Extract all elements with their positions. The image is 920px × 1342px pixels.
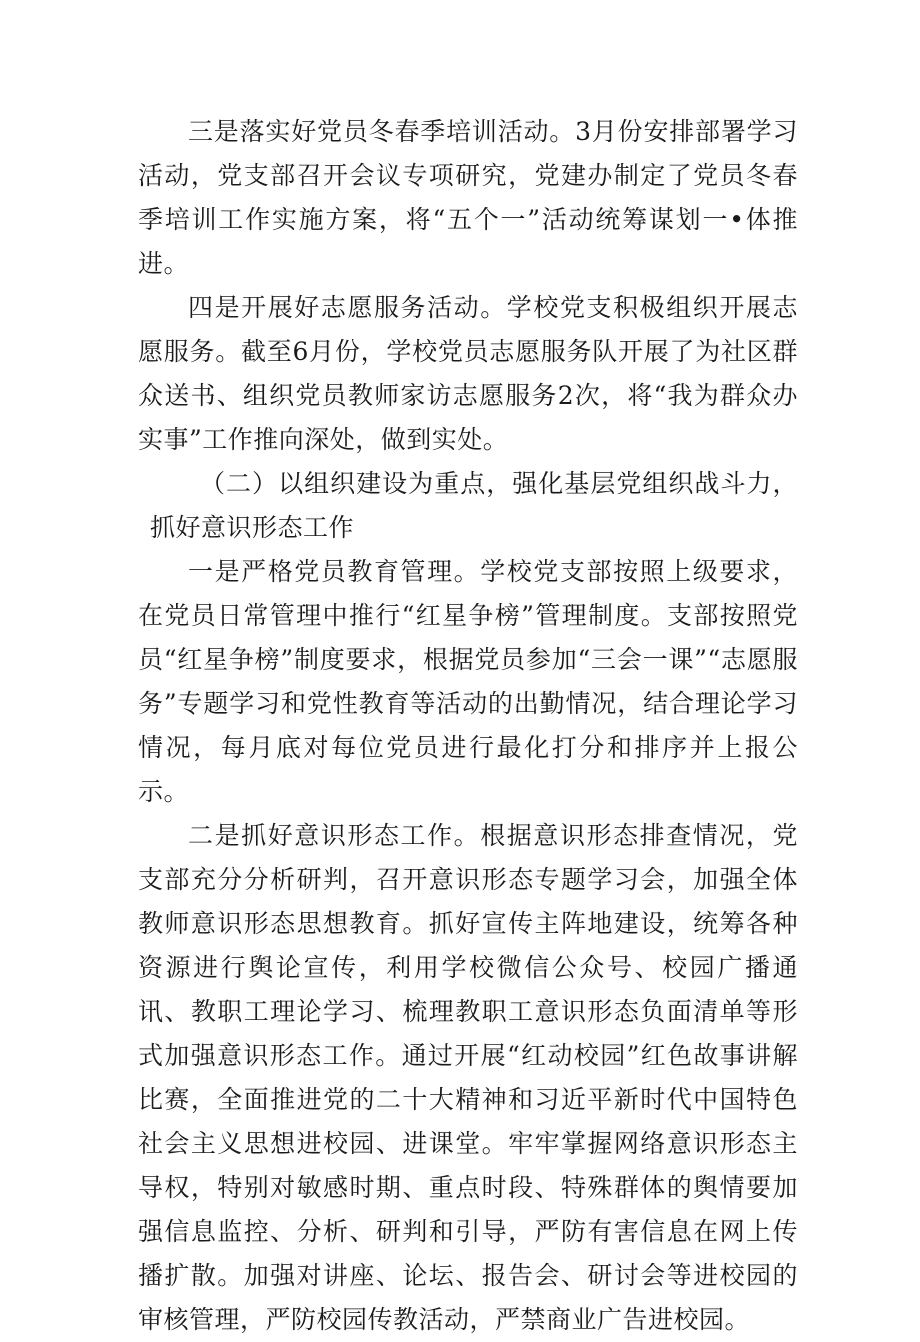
- paragraph-ideology-work: 二是抓好意识形态工作。根据意识形态排查情况，党支部充分分析研判，召开意识形态专题学习会，加强全体教师意识形态思想教育。抓好宣传主阵地建设，统筹各种资源进行舆论宣传，利用学校微信公众号、校园广播通讯、教职工理论学习、梳理教职工意识形态负面清单等形式加强意识形态工作。通过开展“红动校园”红色故事讲解比赛，全面推进党的二十大精神和习近平新时代中国特色社会主义思想进校园、进课堂。牢牢掌握网络意识形态主导权，特别对敏感时期、重点时段、特殊群体的舆情要加强信息监控、分析、研判和引导，严防有害信息在网上传播扩散。加强对讲座、论坛、报告会、研讨会等进校园的审核管理，严防校园传教活动，严禁商业广告进校园。: [138, 821, 798, 1334]
- section-heading-organization-building: （二）以组织建设为重点，强化基层党组织战斗力，抓好意识形态工作: [150, 469, 798, 542]
- paragraph-volunteer-service: 四是开展好志愿服务活动。学校党支积极组织开展志愿服务。截至6月份，学校党员志愿服务队开展了为社区群众送书、组织党员教师家访志愿服务2次，将“我为群众办实事”工作推向深处，做到实处。: [138, 293, 798, 454]
- document-body: [138, 110, 798, 1342]
- paragraph-winter-spring-training: 三是落实好党员冬春季培训活动。3月份安排部署学习活动，党支部召开会议专项研究，党建办制定了党员冬春季培训工作实施方案，将“五个一”活动统筹谋划一•体推进。: [138, 117, 798, 278]
- paragraph-member-education: 一是严格党员教育管理。学校党支部按照上级要求，在党员日常管理中推行“红星争榜”管理制度。支部按照党员“红星争榜”制度要求，根据党员参加“三会一课”“志愿服务”专题学习和党性教育等活动的出勤情况，结合理论学习情况，每月底对每位党员进行最化打分和排序并上报公示。: [138, 557, 798, 806]
